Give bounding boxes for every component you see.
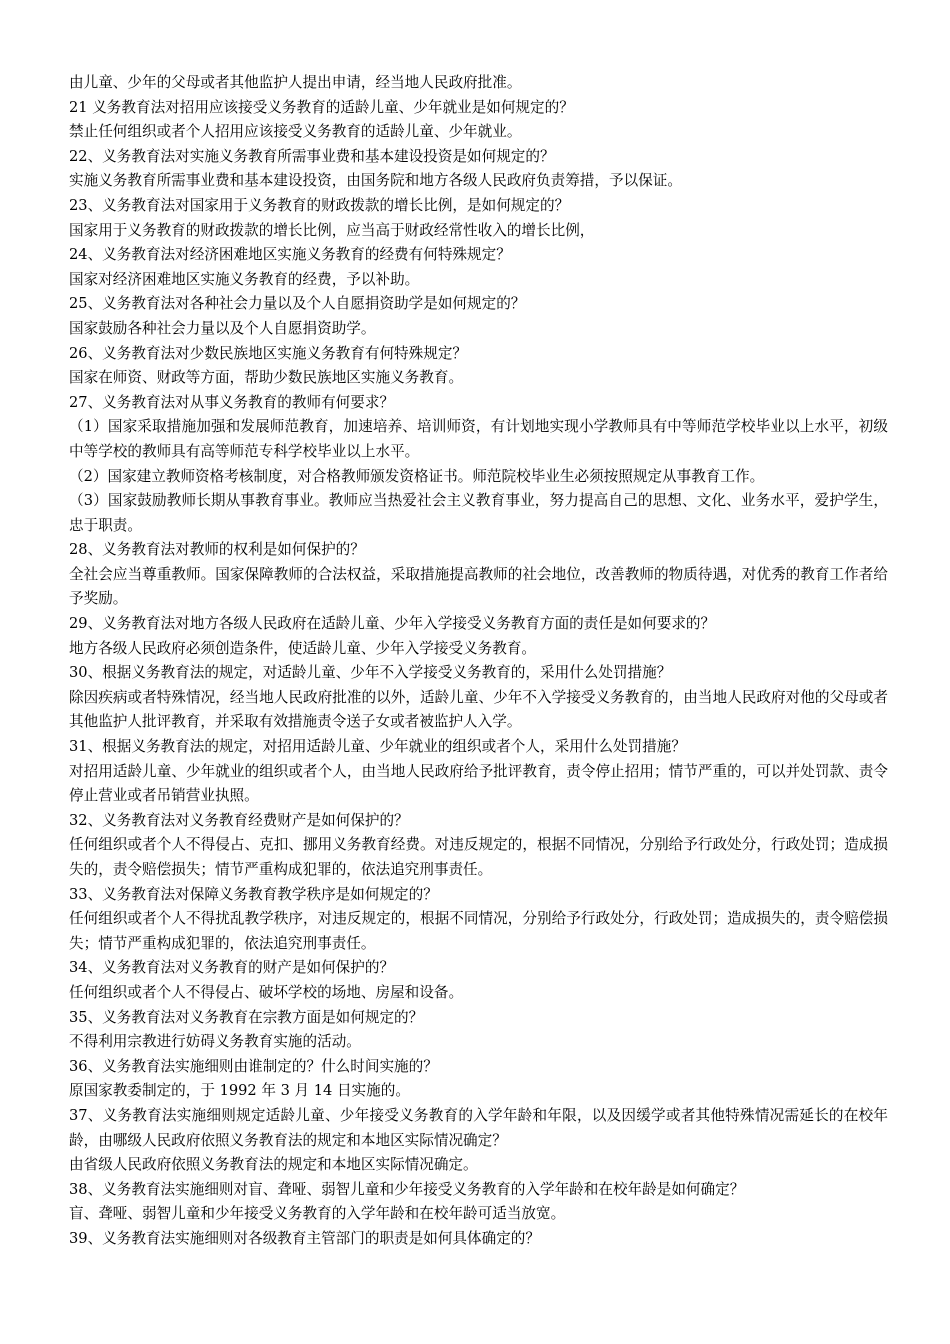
answer-line: 国家鼓励各种社会力量以及个人自愿捐资助学。 xyxy=(69,319,376,337)
question-line: 32、义务教育法对义务教育经费财产是如何保护的？ xyxy=(69,811,409,829)
question-line: 23、义务教育法对国家用于义务教育的财政拨款的增长比例，是如何规定的？ xyxy=(69,196,570,214)
answer-line: 任何组织或者个人不得侵占、破坏学校的场地、房屋和设备。 xyxy=(69,983,464,1001)
question-line: 34、义务教育法对义务教育的财产是如何保护的？ xyxy=(69,959,395,977)
answer-line: 任何组织或者个人不得扰乱教学秩序，对违反规定的，根据不同情况，分别给予行政处分，行政处罚；造成损失的，责令赔偿损失；情节严重构成犯罪的，依法追究刑事责任。 xyxy=(69,910,888,952)
answer-line: （1）国家采取措施加强和发展师范教育，加速培养、培训师资，有计划地实现小学教师具有中等师范学校毕业以上水平，初级中等学校的教师具有高等师范专科学校毕业以上水平。 xyxy=(69,418,888,460)
answer-line: 任何组织或者个人不得侵占、克扣、挪用义务教育经费。对违反规定的，根据不同情况，分别给予行政处分，行政处罚；造成损失的，责令赔偿损失；情节严重构成犯罪的，依法追究刑事责任。 xyxy=(69,836,888,878)
answer-line: 国家用于义务教育的财政拨款的增长比例，应当高于财政经常性收入的增长比例， xyxy=(69,221,595,239)
answer-line: 国家对经济困难地区实施义务教育的经费，予以补助。 xyxy=(69,270,420,288)
answer-line: 盲、聋哑、弱智儿童和少年接受义务教育的入学年龄和在校年龄可适当放宽。 xyxy=(69,1205,566,1223)
answer-line: （2）国家建立教师资格考核制度，对合格教师颁发资格证书。师范院校毕业生必须按照规定从事教育工作。 xyxy=(69,467,765,485)
answer-line: 禁止任何组织或者个人招用应该接受义务教育的适龄儿童、少年就业。 xyxy=(69,123,522,141)
text-line: 由儿童、少年的父母或者其他监护人提出申请，经当地人民政府批准。 xyxy=(69,74,522,91)
answer-line: 实施义务教育所需事业费和基本建设投资，由国务院和地方各级人民政府负责筹措，予以保证。 xyxy=(69,172,682,190)
question-line: 38、义务教育法实施细则对盲、聋哑、弱智儿童和少年接受义务教育的入学年龄和在校年龄是如何确定？ xyxy=(69,1180,745,1198)
answer-line: （3）国家鼓励教师长期从事教育事业。教师应当热爱社会主义教育事业，努力提高自己的思想、文化、业务水平，爱护学生，忠于职责。 xyxy=(69,492,888,534)
question-line: 26、义务教育法对少数民族地区实施义务教育有何特殊规定？ xyxy=(69,344,468,362)
question-line: 33、义务教育法对保障义务教育教学秩序是如何规定的？ xyxy=(69,885,438,903)
question-line: 27、义务教育法对从事义务教育的教师有何要求？ xyxy=(69,393,395,411)
question-line: 36、义务教育法实施细则由谁制定的？什么时间实施的？ xyxy=(69,1057,438,1075)
answer-line: 不得利用宗教进行妨碍义务教育实施的活动。 xyxy=(69,1033,361,1051)
question-line: 24、义务教育法对经济困难地区实施义务教育的经费有何特殊规定？ xyxy=(69,246,511,264)
question-line: 25、义务教育法对各种社会力量以及个人自愿捐资助学是如何规定的？ xyxy=(69,295,526,313)
answer-line: 除因疾病或者特殊情况，经当地人民政府批准的以外，适龄儿童、少年不入学接受义务教育的，由当地人民政府对他的父母或者其他监护人批评教育，并采取有效措施责令送子女或者被监护人入学。 xyxy=(69,688,888,731)
answer-line: 由省级人民政府依照义务教育法的规定和本地区实际情况确定。 xyxy=(69,1156,478,1174)
answer-line: 地方各级人民政府必须创造条件，使适龄儿童、少年入学接受义务教育。 xyxy=(69,639,537,657)
question-line: 21 义务教育法对招用应该接受义务教育的适龄儿童、少年就业是如何规定的？ xyxy=(69,98,574,116)
answer-line: 全社会应当尊重教师。国家保障教师的合法权益，采取措施提高教师的社会地位，改善教师的物质待遇，对优秀的教育工作者给予奖励。 xyxy=(69,565,888,608)
question-line: 30、根据义务教育法的规定，对适龄儿童、少年不入学接受义务教育的，采用什么处罚措施？ xyxy=(69,664,672,682)
question-line: 35、义务教育法对义务教育在宗教方面是如何规定的？ xyxy=(69,1008,424,1026)
question-line: 28、义务教育法对教师的权利是如何保护的？ xyxy=(69,541,365,559)
answer-line: 对招用适龄儿童、少年就业的组织或者个人，由当地人民政府给予批评教育，责令停止招用；情节严重的，可以并处罚款、责令停止营业或者吊销营业执照。 xyxy=(69,762,888,805)
question-line: 22、义务教育法对实施义务教育所需事业费和基本建设投资是如何规定的？ xyxy=(69,147,555,165)
question-line: 37、义务教育法实施细则规定适龄儿童、少年接受义务教育的入学年龄和年限，以及因缓学或者其他特殊情况需延长的在校年龄，由哪级人民政府依照义务教育法的规定和本地区实际情况确定？ xyxy=(69,1106,888,1149)
question-line: 31、根据义务教育法的规定，对招用适龄儿童、少年就业的组织或者个人，采用什么处罚措施？ xyxy=(69,738,686,756)
question-line: 39、义务教育法实施细则对各级教育主管部门的职责是如何具体确定的？ xyxy=(69,1229,540,1247)
answer-line: 国家在师资、财政等方面，帮助少数民族地区实施义务教育。 xyxy=(69,369,464,387)
question-line: 29、义务教育法对地方各级人民政府在适龄儿童、少年入学接受义务教育方面的责任是如何要求的？ xyxy=(69,615,716,633)
answer-line: 原国家教委制定的，于 1992 年 3 月 14 日实施的。 xyxy=(69,1082,410,1100)
